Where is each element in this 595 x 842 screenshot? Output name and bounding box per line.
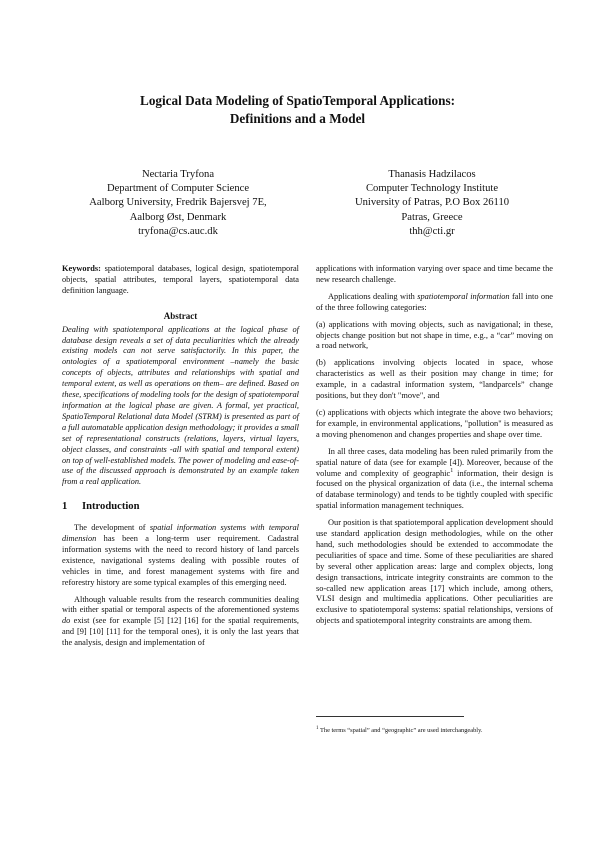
paragraph-categories bbox=[316, 292, 553, 314]
emphasis-text: do bbox=[62, 616, 71, 626]
intro-paragraph-2 bbox=[62, 595, 299, 650]
emphasis-text: spatial information systems with temporal dimension bbox=[62, 523, 299, 544]
abstract-text: Dealing with spatiotemporal applications at the logical phase of database design reveals a set of data peculiarities which the already existing models can not serve satisfactorily. In this paper, the ontologies of a spatiotemporal environment –namely the basic concepts of objects, attributes and relationships with spatial and temporal extent, as well as operations on them– are defined. Based on these, specifications of modeling tools for the design of spatiotemporal information at the logical phase are given. A formal, yet practical, SpatioTemporal Relational data Model (STRM) is presented as part of a full automatable application design methodology; it provides a small set of representational constructs (relations, layers, virtual layers, object classes, and constraints -all with spatial and temporal extent) on top of well-established models. The power of modeling and ease-of-use of the discussed approach is demonstrated by an example taken from a real application. bbox=[62, 324, 299, 487]
paper-title bbox=[0, 92, 595, 128]
author-department: Computer Technology Institute bbox=[365, 183, 499, 195]
section-title: Introduction bbox=[82, 501, 140, 513]
author-address: University of Patras, P.O Box 26110 bbox=[354, 197, 510, 209]
section-number: 1 bbox=[62, 501, 68, 513]
abstract-heading: Abstract bbox=[163, 310, 198, 321]
text-run: exist (see for example [5] [12] [16] for the spatial requirements, and [9] [10] [11] for the temporal ones), it is only the last years that the analysis, design and implementation of bbox=[62, 616, 299, 648]
keywords bbox=[62, 264, 299, 297]
footnote-marker[interactable]: 1 bbox=[450, 467, 454, 474]
footnote-divider bbox=[316, 716, 464, 717]
text-run: Although valuable results from the research communities dealing with either spatial or temporal aspects of the aforementioned systems bbox=[62, 594, 299, 615]
author-department: Department of Computer Science bbox=[106, 183, 250, 195]
text-run: information, their design is focused on the physical organization of data (i.e., the internal schema of database terminology) and tends to be tightly coupled with specific spatial information management techniques. bbox=[316, 468, 553, 511]
paragraph-data-modeling bbox=[316, 447, 553, 512]
paragraph-position: Our position is that spatiotemporal application development should use standard application design methodologies, while on the other hand, such methodologies should be extended to accommodate the peculiarities of space and time. Some of these peculiarities are shared by several other application areas: large and complex objects, long design transactions, intricate integrity constraints are common to the so-called new application areas [17] which include, among others, VLSI design and multimedia applications. Other peculiarities are exclusive to spatiotemporal systems: spatial relationships, versions of objects and spatiotemporal integrity constraints are among them. bbox=[316, 518, 553, 626]
author-email: tryfona@cs.auc.dk bbox=[138, 225, 218, 237]
left-column bbox=[62, 264, 299, 655]
keywords-text: spatiotemporal databases, logical design, spatiotemporal objects, spatial attributes, temporal layers, spatiotemporal data definition language. bbox=[62, 264, 299, 295]
author-name: Nectaria Tryfona bbox=[141, 169, 215, 180]
text-run: In all three cases, data modeling has been ruled primarily from the spatial nature of data (see for example [4]). Moreover, because of the volume and complexity of geographic bbox=[316, 446, 553, 478]
category-item-c: (c) applications with objects which integrate the above two behaviors; for example, in environmental applications, "pollution" is measured as a moving phenomenon and changes properties and shape over time. bbox=[316, 407, 553, 439]
footnote-text: The terms “spatial” and “geographic” are used interchangeably. bbox=[318, 727, 483, 734]
title-line-2: Definitions and a Model bbox=[229, 111, 366, 126]
author-name: Thanasis Hadzilacos bbox=[388, 169, 476, 180]
category-item-a: (a) applications with moving objects, such as navigational; in these, objects change position but not shape in time, e.g., a “car” moving on a road network, bbox=[316, 319, 553, 351]
section-heading bbox=[62, 502, 299, 513]
footnote bbox=[316, 727, 556, 735]
author-block-1 bbox=[63, 168, 293, 239]
author-email: thh@cti.gr bbox=[409, 225, 455, 237]
text-run: The development of bbox=[74, 523, 150, 533]
footnote-number: 1 bbox=[316, 725, 319, 731]
category-item-b: (b) applications involving objects located in space, whose characteristics as well as their position may change in time; for example, in a cadastral information system, “landparcels” change positions, but they don't "move", and bbox=[316, 358, 553, 401]
author-address: Aalborg Øst, Denmark bbox=[129, 211, 227, 223]
title-line-1: Logical Data Modeling of SpatioTemporal Applications: bbox=[140, 93, 455, 108]
author-address: Patras, Greece bbox=[401, 211, 463, 223]
text-run: has been a long-term user requirement. Cadastral information systems with the need to record history of land parcels existence, navigational systems dealing with possible routes of vehicles in time, and forest management systems with fire and reforestry history are some typical examples of this emerging need. bbox=[62, 534, 299, 587]
right-column bbox=[316, 264, 553, 633]
keywords-label: Keywords: bbox=[62, 264, 101, 273]
intro-paragraph-1 bbox=[62, 523, 299, 588]
emphasis-text: spatiotemporal information bbox=[417, 291, 510, 301]
author-block-2 bbox=[317, 168, 547, 239]
author-address: Aalborg University, Fredrik Bajersvej 7E, bbox=[89, 197, 267, 209]
text-run: Applications dealing with bbox=[328, 291, 418, 301]
text-run: fall into one of the three following categories: bbox=[316, 291, 553, 312]
paragraph-continuation: applications with information varying over space and time became the new research challenge. bbox=[316, 264, 553, 284]
